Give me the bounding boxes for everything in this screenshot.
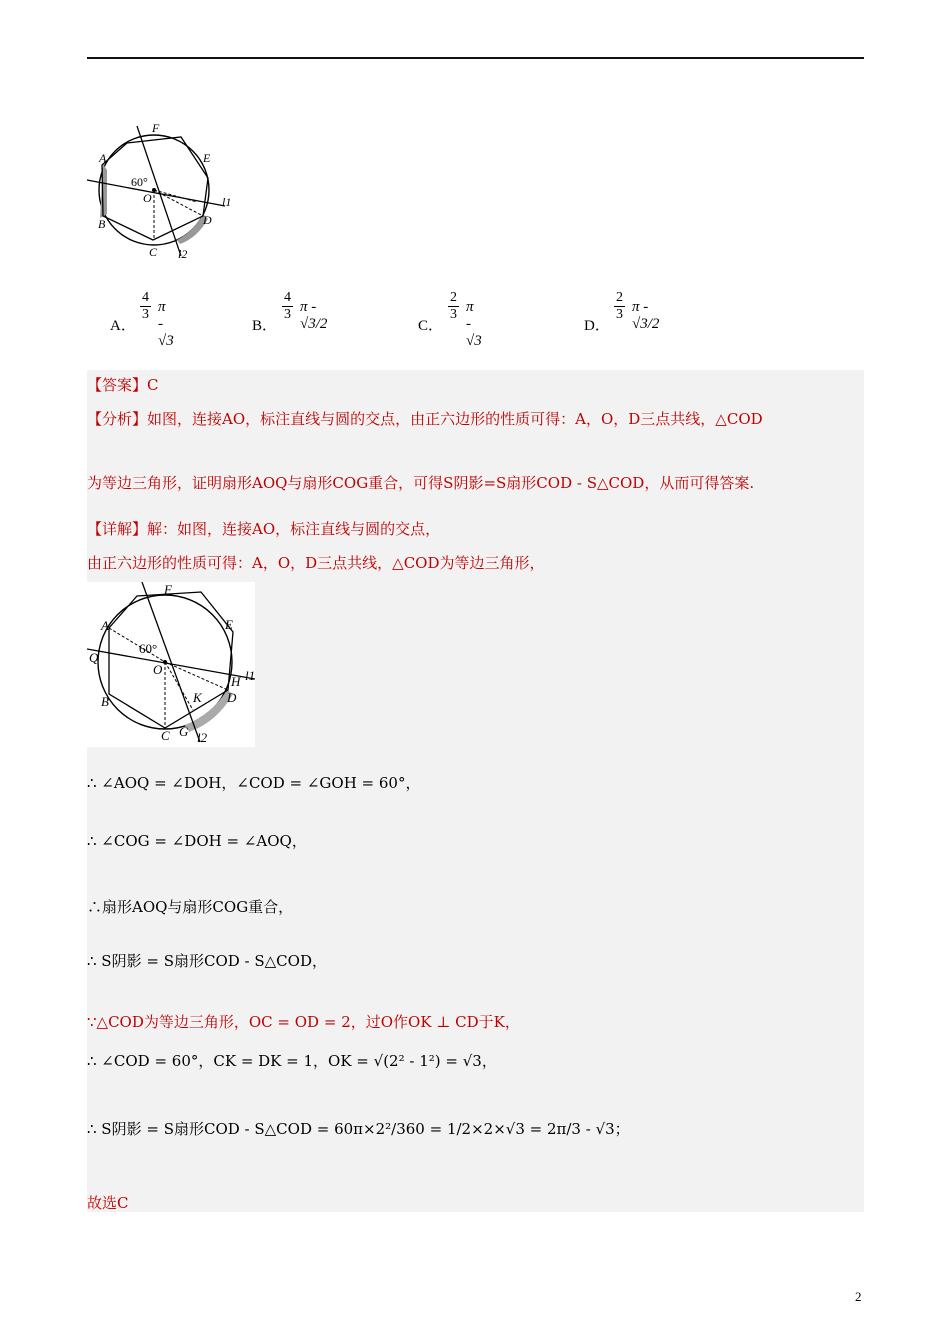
option-c-tail: π - √3: [466, 299, 482, 349]
fig2-label-c: C: [161, 728, 170, 743]
conclusion: 故选C: [87, 1194, 129, 1212]
answer-line: [87, 374, 159, 395]
detail-line-2: 由正六边形的性质可得：A，O，D三点共线，△COD为等边三角形，: [87, 554, 545, 572]
fig2-label-b: B: [101, 694, 109, 709]
analysis-tag: 【分析】: [87, 410, 148, 428]
fig2-label-k: K: [193, 690, 202, 705]
fig1-label-b: B: [98, 217, 106, 231]
step-2: ∴ ∠COG = ∠DOH = ∠AOQ，: [87, 832, 307, 850]
option-b-num: 4: [284, 290, 291, 305]
fig2-label-angle: 60°: [139, 641, 158, 656]
analysis-line-1: [87, 408, 763, 429]
fig1-label-f: F: [152, 121, 160, 135]
answer-tag: 【答案】: [87, 376, 148, 394]
fig1-label-e: E: [203, 151, 211, 165]
fig1-label-d: D: [203, 213, 212, 227]
step-7: ∴ S阴影 = S扇形COD - S△COD = 60π×2²/360 = 1/2×2×√3 = 2π/3 - √3；: [87, 1120, 630, 1138]
fig2-label-a: A: [101, 618, 109, 633]
fig2-label-o: O: [153, 662, 163, 677]
step-6: ∴ ∠COD = 60°，CK = DK = 1，OK = √(2² - 1²) = √3，: [87, 1052, 497, 1070]
fig1-label-l1: l1: [222, 195, 232, 209]
fig2-label-l2: l2: [197, 730, 208, 745]
fig1-label-a: A: [99, 151, 107, 165]
analysis-line-2: 为等边三角形，证明扇形AOQ与扇形COG重合，可得S阴影=S扇形COD - S△COD，从而可得答案.: [87, 474, 755, 492]
answer-value: C: [147, 376, 159, 394]
analysis-text-1: 如图，连接AO，标注直线与圆的交点，由正六边形的性质可得：A，O，D三点共线，△COD: [147, 410, 763, 428]
option-a-label: A．: [110, 318, 136, 334]
page-number: 2: [855, 1289, 862, 1304]
detail-text-1: 解：如图，连接AO，标注直线与圆的交点，: [147, 520, 441, 538]
option-b-den: 3: [284, 307, 291, 322]
option-d-label: D．: [584, 318, 610, 334]
header-rule: [87, 57, 864, 59]
option-b-tail: π - √3/2: [300, 299, 328, 332]
fig1-label-c: C: [149, 245, 158, 259]
fig1-label-angle: 60°: [131, 175, 148, 189]
option-a-tail: π - √3: [158, 299, 174, 349]
option-c-den: 3: [450, 307, 457, 322]
detail-line-1: [87, 518, 440, 539]
hexagon-figure-2: [87, 582, 255, 747]
step-3: ∴扇形AOQ与扇形COG重合，: [87, 898, 294, 916]
step-4: ∴ S阴影 = S扇形COD - S△COD，: [87, 952, 327, 970]
option-a-den: 3: [142, 307, 149, 322]
fig2-label-q: Q: [89, 650, 99, 665]
hexagon-figure-1: [85, 118, 245, 263]
detail-tag: 【详解】: [87, 520, 148, 538]
fig2-label-f: F: [164, 582, 172, 597]
fig2-label-d: D: [227, 690, 237, 705]
option-b-label: B．: [252, 318, 278, 334]
fig2-label-h: H: [231, 674, 241, 689]
step-5: ∵△COD为等边三角形，OC = OD = 2，过O作OK ⊥ CD于K，: [87, 1013, 520, 1031]
fig1-label-o: O: [143, 191, 152, 205]
option-d-den: 3: [616, 307, 623, 322]
fig2-label-e: E: [225, 617, 233, 632]
fig2-label-l1: l1: [245, 668, 255, 683]
fig1-label-l2: l2: [178, 247, 188, 261]
option-a-num: 4: [142, 290, 149, 305]
fig2-label-g: G: [179, 724, 189, 739]
option-c-num: 2: [450, 290, 457, 305]
option-d-tail: π - √3/2: [632, 299, 660, 332]
option-c-label: C．: [418, 318, 444, 334]
step-1: ∴ ∠AOQ = ∠DOH，∠COD = ∠GOH = 60°，: [87, 774, 421, 792]
option-d-num: 2: [616, 290, 623, 305]
